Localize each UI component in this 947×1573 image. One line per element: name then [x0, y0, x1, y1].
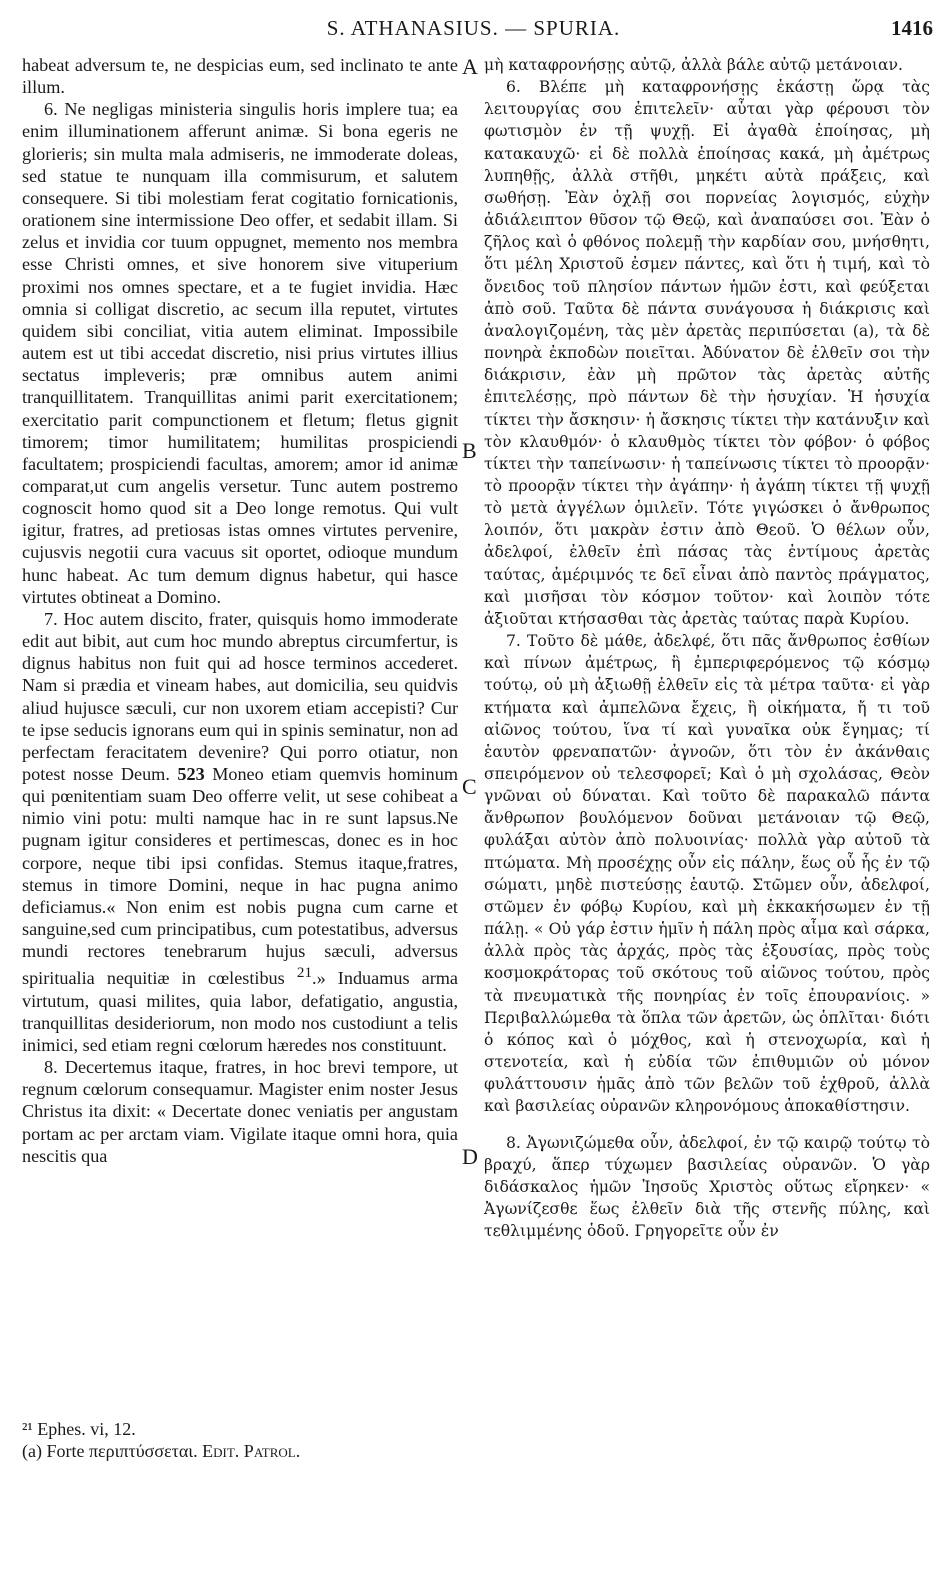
margin-letter-d: D	[462, 1144, 478, 1169]
greek-para-7: 7. Τοῦτο δὲ μάθε, ἀδελφέ, ὅτι πᾶς ἄνθρωπος ἐσθίων καὶ πίνων ἀμέτρως, ἢ ἐμπεριφερόμενος τῷ κόσμῳ τούτῳ, οὐ μὴ ἀξιωθῇ ἐλθεῖν εἰς τὰ μέτρα ταῦτα· εἰ γὰρ κτήματα καὶ ἀμπελῶνα ἔχεις, ἢ οἰκήματα, ἤ τι τοῦ αἰῶνος τούτου, ἵνα τί καὶ γυναῖκα οὐκ ἔγημας; τί ἑαυτὸν φρεναπατῶν· ἀγνοῶν, ὅτι τὸν ἐν ἀκάνθαις σπειρόμενον οὐ τελεσφορεῖ; Καὶ ὁ μὴ σχολάσας, Θεὸν γνῶναι οὐ δύναται. Καὶ τοῦτο δὲ παρακαλῶ πάντα ἄνθρωπον βουλόμενον δοῦναι μετάνοιαν τῷ Θεῷ, φυλάξαι αὐτὸν ἀπὸ πολυοινίας· πολλὰ γὰρ αὐτοῦ τὰ πτώματα. Μὴ προσέχῃς οὖν εἰς πάλην, ἕως οὗ ἧς ἐν τῷ σώματι, μηδὲ πιστεύσῃς ἑαυτῷ. Στῶμεν οὖν, ἀδελφοί, στῶμεν ἐν φόβῳ Κυρίου, καὶ μὴ ἐκκακήσωμεν ἐν τῇ πάλῃ. « Οὐ γάρ ἐστιν ἡμῖν ἡ πάλη πρὸς αἷμα καὶ σάρκα, ἀλλὰ πρὸς τὰς ἀρχάς, πρὸς τὰς ἐξουσίας, πρὸς τοὺς κοσμοκράτορας τοῦ σκότους τοῦ αἰῶνος τούτου, πρὸς τὰ πνευματικὰ τῆς πονηρίας ἐν τοῖς ἐπουρανίοις. » Περιβαλλώμεθα τὰ ὅπλα τῶν ἀρετῶν, ὡς ὁπλῖται· διότι ὁ κόπος καὶ ὁ μόχθος, καὶ ἡ στενοχωρία, καὶ ἡ στενοτεία, καὶ ἡ εὐδία τῶν ἐπιθυμιῶν οὐ μόνον φυλάττουσιν ἡμᾶς ἀπὸ τῶν βελῶν τοῦ ἐχθροῦ, ἀλλὰ καὶ βασιλείας οὐρανῶν κληρονόμους ἀποκαθίστησιν.	[484, 632, 930, 1116]
latin-para-7	[22, 608, 458, 1056]
margin-letter-a: A	[462, 54, 478, 79]
greek-column	[484, 54, 930, 1242]
latin-para-8: 8. Decertemus itaque, fratres, in hoc brevi tempore, ut regnum cœlorum consequamur. Magister enim noster Jesus Christus ita dixit: « Decertate donec veniatis per angustam portam ac per arctam viam. Vigilate itaque omni hora, quia nescitis qua	[22, 1057, 458, 1166]
greek-para-6: 6. Βλέπε μὴ καταφρονήσῃς ἑκάστῃ ὥρᾳ τὰς λειτουργίας σου ἐπιτελεῖν· αὗται γὰρ φέρουσι τὸν φωτισμὸν ἐν τῇ ψυχῇ. Εἰ ἀγαθὰ ἐποίησας, μὴ κατακαυχῶ· εἰ δὲ πολλὰ ἐποίησας κακά, μὴ ἀμέτρως λυπηθῇς, ἀλλὰ στῆθι, μηκέτι αὐτὰ πράξεις, καὶ σωθήσῃ. Ἐὰν ὀχλῇ σοι πορνείας λογισμός, εὐχὴν ἀδιάλειπτον θῦσον τῷ Θεῷ, καὶ ἀναπαύσει σοι. Ἐὰν ὁ ζῆλος καὶ ὁ φθόνος πολεμῇ τὴν καρδίαν σου, μνήσθητι, ὅτι μέλη Χριστοῦ ἐσμεν πάντες, καὶ ὅτι ἡ τιμή, καὶ τὸ ὄνειδος τοῦ πλησίον πάντων ἡμῶν ἐστι, καὶ φεύξεται ἀπὸ σοῦ. Ταῦτα δὲ πάντα συνάγουσα ἡ διάκρισις καὶ ἀναλογιζομένη, τὰς μὲν ἀρετὰς περιπύσεται (a), τὰ δὲ πονηρὰ ἐκποδὼν ποιεῖται. Ἀδύνατον δὲ ἐλθεῖν σοι τὴν διάκρισιν, ἐὰν μὴ πρῶτον τὰς ἀρετὰς αὐτῆς ἐπιτελέσῃς, πρὸ πάντων δὲ τὴν ἡσυχίαν. Ἡ ἡσυχία τίκτει τὴν ἄσκησιν· ἡ ἄσκησις τίκτει τὴν κατάνυξιν καὶ τὸν κλαυθμόν· ὁ κλαυθμὸς τίκτει τὸν φόβον· ὁ φόβος τίκτει τὴν ταπείνωσιν· ἡ ταπείνωσις τίκτει τὸ προορᾷν· τὸ προορᾷν τίκτει τὴν ἀγάπην· ἡ ἀγάπη τίκτει τῇ ψυχῇ τὸ μετὰ ἀγγέλων ὁμιλεῖν. Τότε γιγώσκει ὁ ἄνθρωπος λοιπόν, ὅτι μακρὰν ἐστιν ἀπὸ Θεοῦ. Ὁ θέλων οὖν, ἀδελφοί, ἐλθεῖν ἐπὶ πάσας τὰς ἐντίμους ἀρετὰς ταύτας, ἀμέριμνός τε δεῖ εἶναι ἀπὸ παντὸς πράγματος, καὶ μισῆσαι τὸν κόσμον τοῦτον· καὶ λοιπὸν τότε ἀξιοῦται κτήσασθαι τὰς ἀρετὰς ταύτας παρὰ Κυρίου.	[484, 78, 930, 628]
column-number: 523	[177, 764, 205, 784]
margin-letter-c: C	[462, 774, 477, 799]
latin-para-7-part-a: 7. Hoc autem discito, frater, quisquis homo immoderate edit aut bibit, aut cum hoc mundo abreptus circumfertur, is dignus habitus non fuit qui ad hosce terminos accederet. Nam si prædia et vineam habes, aut domicilia, seu quidvis aliud hujusce sæculi, cur non uxorem etiam accepisti? Cur te ipse seducis ignorans eum qui in spinis seminatur, non ad perfectam feracitatem devenire? Qui porro otiatur, non potest nosse Deum.	[22, 608, 458, 784]
footnote-a-editor: Edit. Patrol.	[202, 1441, 301, 1461]
paragraph-gap	[484, 1118, 930, 1132]
footnote-a	[22, 1440, 452, 1462]
latin-para-6: 6. Ne negligas ministeria singulis horis implere tua; ea enim illuminationem afferunt animæ. Si bona egeris ne glorieris; sin multa mala admiseris, ne immoderate doleas, sed statue te nunquam illa commisurum, et salutem consequere. Si tibi molestiam ferat cogitatio fornicationis, orationem sine intermissione Deo offer, et sedabit illam. Si zelus et invidia cor tuum oppugnet, memento nos membra esse Christi omnes, et sive honorem sive vituperium proximi nos omnes spectare, et a te fugiet invidia. Hæc omnia si colligat discretio, ac secum illa reputet, virtutes quidem sibi conciliat, vitia autem eliminat. Impossibile autem est ut tibi accedat discretio, nisi prius virtutes illius sectatus impleveris; præ omnibus autem animi tranquillitatem. Tranquillitas animi parit exercitationem; exercitatio parit compunctionem et fletum; fletus gignit timorem; timor humilitatem; humilitas prospiciendi facultatem; prospiciendi facultas, amorem; amor id animæ comparat,ut cum angelis versetur. Tunc autem postremo cognoscit homo quod sit a Deo longe remotus. Qui vult igitur, fratres, ad pretiosas istas omnes virtutes pervenire, cujusvis negotii cura vacuus sit oportet, odioque mundum hunc habeat. Ac tum demum dignus habetur, qui hasce virtutes obtineat a Domino.	[22, 99, 458, 607]
footnote-ref-21: 21	[296, 964, 313, 982]
page-number: 1416	[891, 16, 933, 40]
footnote-21: ²¹ Ephes. vi, 12.	[22, 1419, 136, 1439]
latin-para-7-part-c: .» Induamus arma virtutum, quasi milites, quia labor, defatigatio, angustia, tranquillitas desideriorum, non modo nos custodiunt a telis inimici, sed etiam regni cœlorum hæredes nos constituunt.	[22, 968, 459, 1055]
margin-letter-b: B	[462, 438, 477, 463]
latin-para-7-part-b: Moneo etiam quemvis hominum qui pœnitentiam suam Deo offerre velit, ut sese cohibeat a nimio vini potu: multi namque hac in re sunt lapsus.Ne pugnam igitur consideres et pertimescas, donec es in hoc corpore, neque tibi ipsi confidas. Stemus itaque,fratres, stemus in timore Domini, neque in hac pugna animo deficiamus.« Non enim est nobis pugna cum carne et sanguine,sed cum principatibus, cum potestatibus, adversus mundi rectores tenebrarum hujus sæculi, adversus spiritualia nequitiæ in cœlestibus	[22, 764, 459, 989]
footnotes	[22, 1418, 452, 1462]
latin-column	[22, 54, 458, 1167]
greek-para-8: 8. Ἀγωνιζώμεθα οὖν, ἀδελφοί, ἐν τῷ καιρῷ τούτῳ τὸ βραχύ, ἅπερ τύχωμεν βασιλείας οὐρανῶν. Ὁ γὰρ διδάσκαλος ἡμῶν Ἰησοῦς Χριστὸς οὕτως εἴρηκεν· « Ἀγωνίζεσθε ἕως ἐλθεῖν διὰ τῆς στενῆς πύλης, καὶ τεθλιμμένης ὁδοῦ. Γρηγορεῖτε οὖν ἐν	[484, 1133, 930, 1241]
page-header	[0, 14, 947, 44]
footnote-a-text: (a) Forte περιπτύσσεται.	[22, 1441, 198, 1461]
greek-para-continuation: μὴ καταφρονήσῃς αὐτῷ, ἀλλὰ βάλε αὐτῷ μετάνοιαν.	[484, 56, 903, 74]
running-title: S. ATHANASIUS. — SPURIA.	[326, 16, 621, 40]
latin-para-continuation: habeat adversum te, ne despicias eum, sed inclinato te ante illum.	[22, 55, 458, 98]
